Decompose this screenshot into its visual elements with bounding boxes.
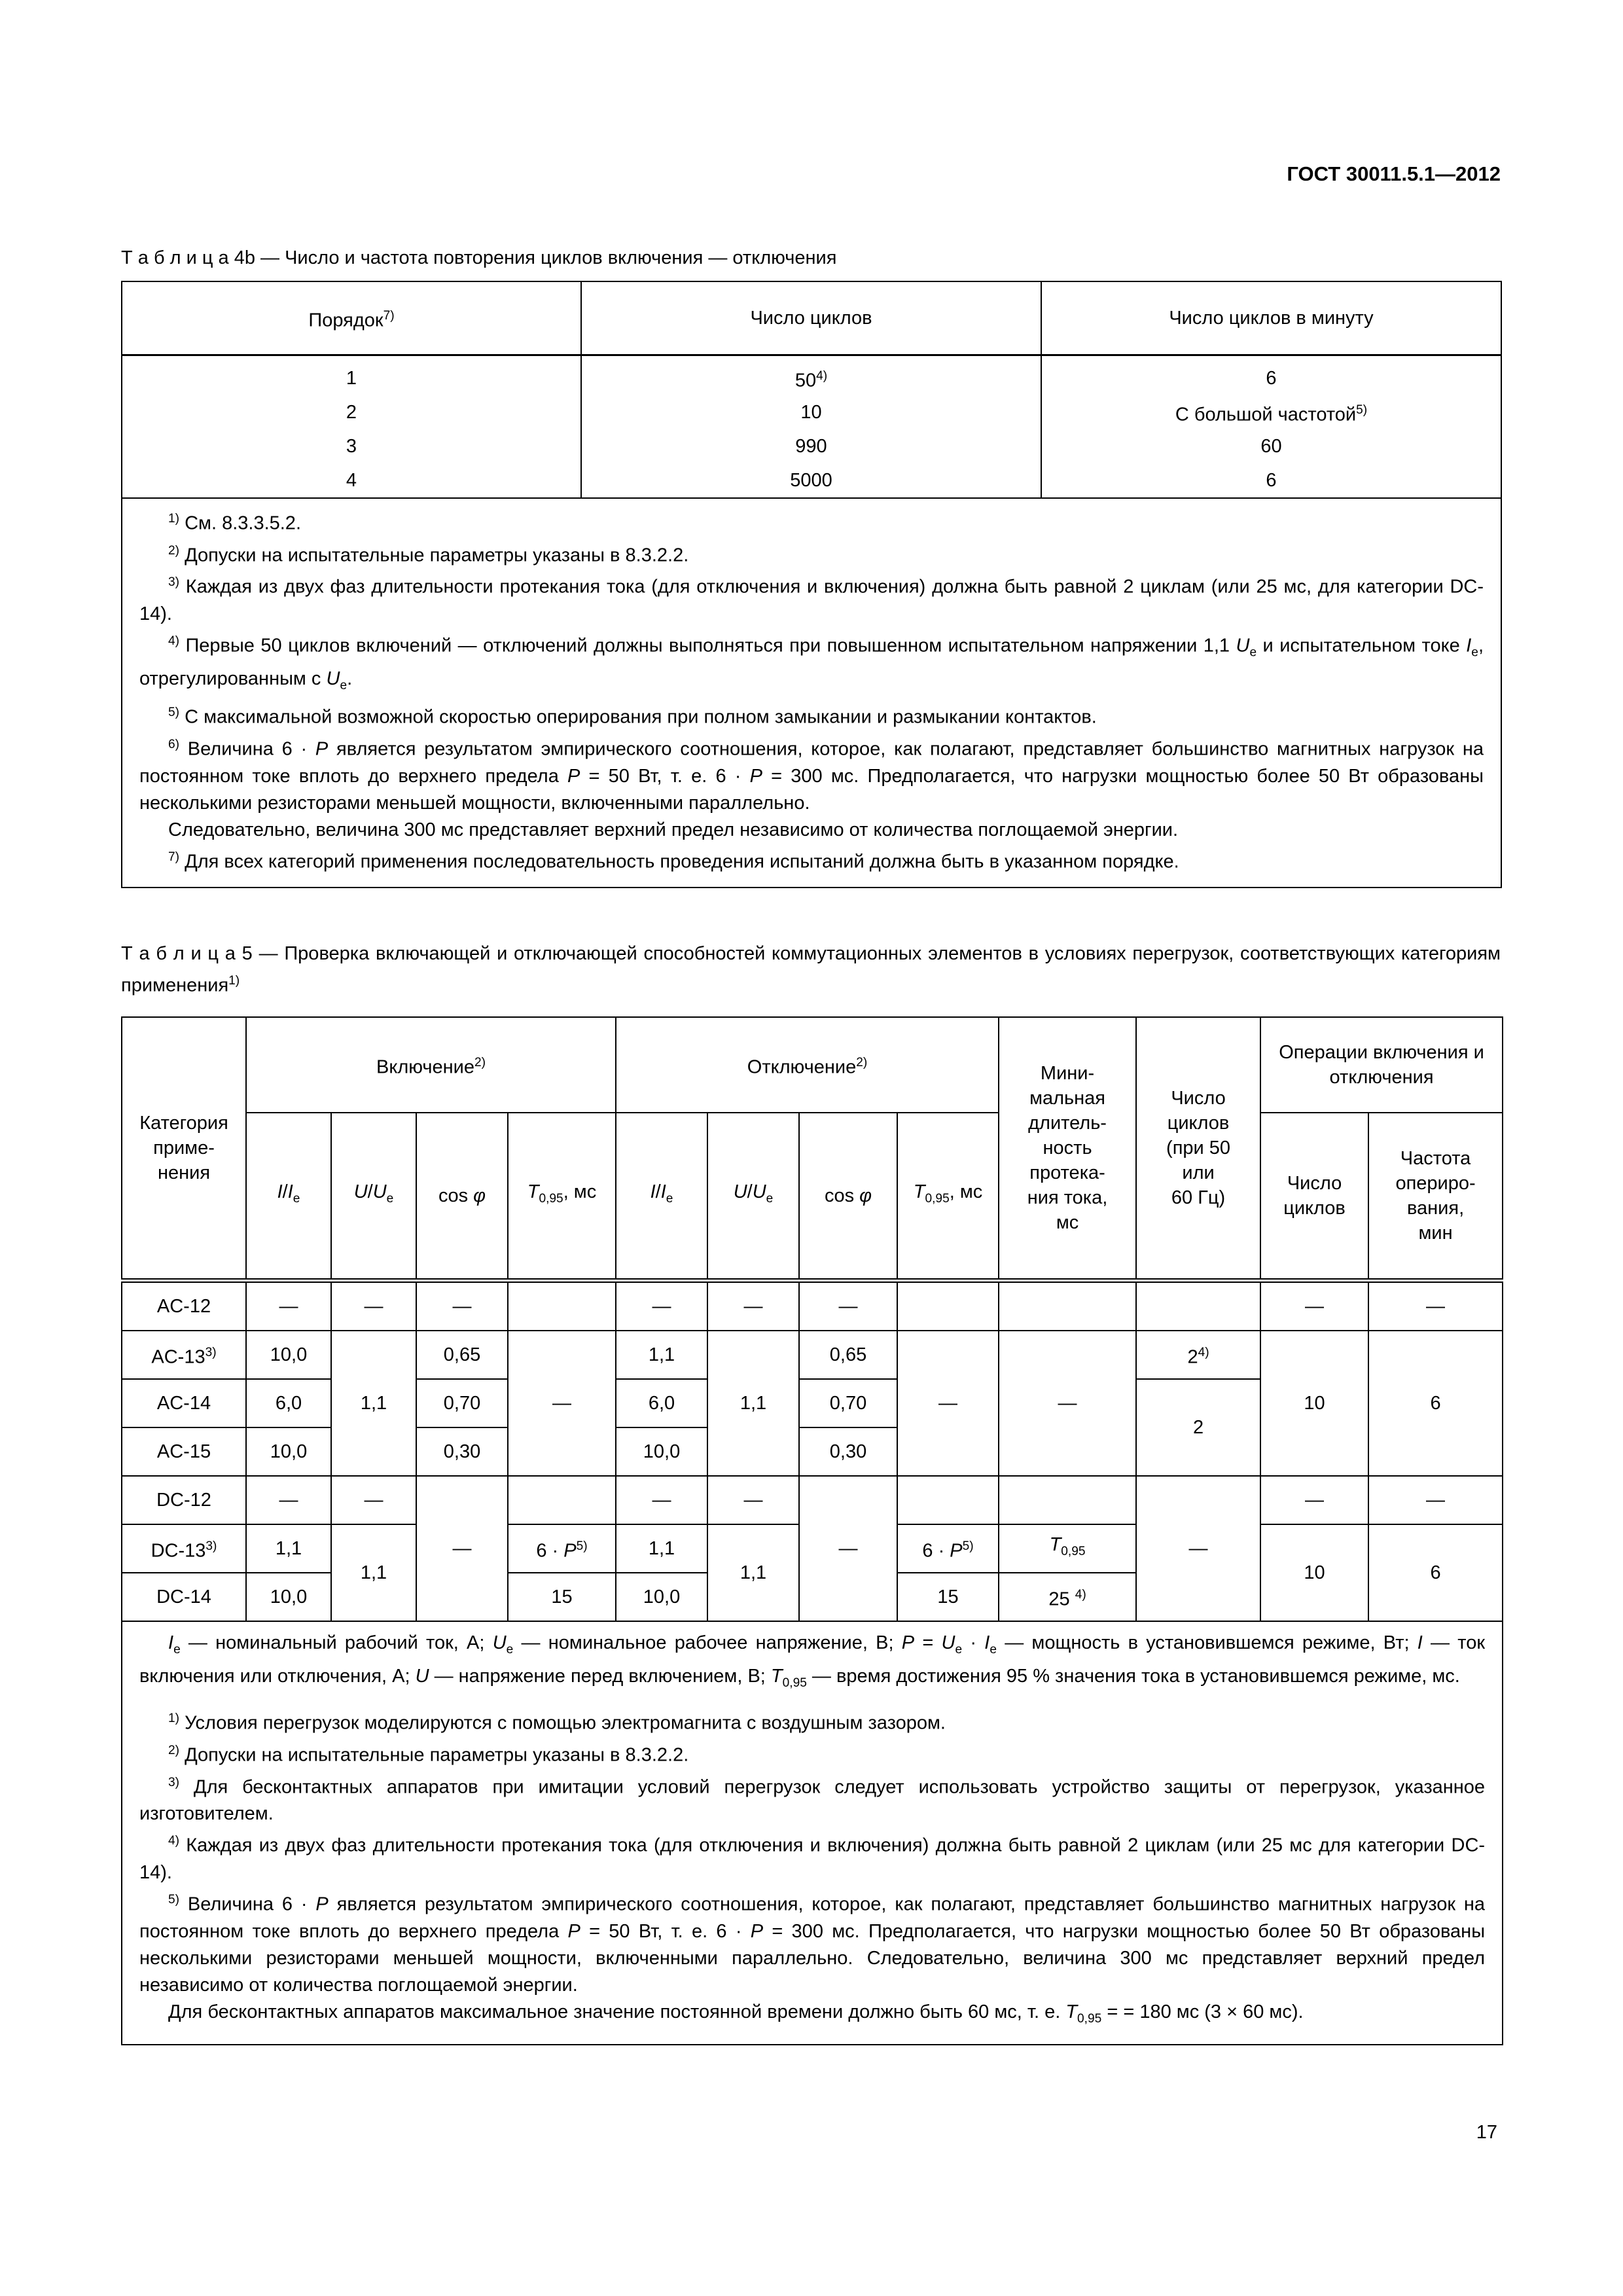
table-footnotes bbox=[122, 498, 1501, 888]
cell: $6 \cdot P^{5)}$ bbox=[508, 1524, 616, 1573]
cell: 0,70 bbox=[416, 1379, 508, 1427]
column-header-cycles-50-60: Число циклов (при 50 или 60 Гц) bbox=[1136, 1017, 1260, 1281]
cell: — bbox=[246, 1280, 331, 1331]
footnote: $^{4)}$ Первые 50 циклов включений — отключений должны выполняться при повышенном испытательном напряжении 1,1 $U_e$ и испытательном токе $I_e$, отрегулированным с $U_e$. bbox=[139, 634, 1484, 693]
footnote: $^{1)}$ См. 8.3.3.5.2. bbox=[168, 512, 301, 534]
cell: AC-12 bbox=[122, 1280, 246, 1331]
cell: DC-12 bbox=[122, 1476, 246, 1524]
column-header: $T_{0,95}$, мс bbox=[508, 1113, 616, 1281]
cell: — bbox=[616, 1280, 707, 1331]
cell: 10 bbox=[1260, 1524, 1368, 1621]
table-subheader-row bbox=[122, 1113, 1503, 1281]
cell: 0,70 bbox=[799, 1379, 897, 1427]
cell: 1,1 bbox=[246, 1524, 331, 1573]
column-header-operations: Операции включения и отключения bbox=[1260, 1017, 1503, 1113]
cell: 15 bbox=[897, 1573, 999, 1621]
cell: 10,0 bbox=[616, 1573, 707, 1621]
cell: 10,0 bbox=[246, 1573, 331, 1621]
footnote: $^{5)}$ Величина 6 · P является результатом эмпирического соотношения, которое, как полагают, представляет большинство магнитных нагрузок на постоянном токе вплоть до верхнего предела P = 50 Вт, т. е. 6 · P = 300 мс. Предполагается, что нагрузки мощностью более 50 Вт образованы несколькими резисторами меньшей мощности, включенными параллельно. Следовательно, величина 300 мс представляет верхний предел независимо от количества поглощаемой энергии. bbox=[139, 1893, 1486, 1996]
column-header: $I/I_e$ bbox=[616, 1113, 707, 1281]
table-5 bbox=[121, 1016, 1503, 2045]
cell: AC-14 bbox=[122, 1379, 246, 1427]
column-header: Порядок$^{7)}$ bbox=[122, 281, 581, 355]
footnote: $^{2)}$ Допуски на испытательные параметры указаны в 8.3.2.2. bbox=[168, 543, 689, 566]
cell-empty bbox=[1136, 1280, 1260, 1331]
cell-empty bbox=[999, 1280, 1136, 1331]
column-header: Число циклов в минуту bbox=[1041, 281, 1501, 355]
cell: 6,0 bbox=[246, 1379, 331, 1427]
table-footnotes bbox=[122, 1621, 1503, 2045]
cell: — bbox=[999, 1331, 1136, 1476]
cell: 3 bbox=[122, 429, 581, 463]
cell: 10 bbox=[581, 395, 1041, 429]
cell: 1,1 bbox=[616, 1524, 707, 1573]
cell: 6 bbox=[1368, 1524, 1503, 1621]
cell: — bbox=[707, 1280, 799, 1331]
table4b-caption: Т а б л и ц а 4b — Число и частота повторения циклов включения — отключения bbox=[121, 247, 837, 268]
table-row bbox=[122, 355, 1501, 396]
cell: 6,0 bbox=[616, 1379, 707, 1427]
table-row bbox=[122, 463, 1501, 498]
column-header: Число циклов bbox=[581, 281, 1041, 355]
column-header: cos φ bbox=[799, 1113, 897, 1281]
cell: 2 bbox=[1136, 1379, 1260, 1476]
cell: 15 bbox=[508, 1573, 616, 1621]
column-header: $I/I_e$ bbox=[246, 1113, 331, 1281]
cell: $T_{0,95}$ bbox=[999, 1524, 1136, 1573]
table-header-row bbox=[122, 1017, 1503, 1113]
page-content bbox=[121, 160, 1501, 2045]
table-header-row bbox=[122, 281, 1501, 355]
table-row bbox=[122, 1476, 1503, 1524]
cell: 4 bbox=[122, 463, 581, 498]
column-header: $U/U_e$ bbox=[331, 1113, 416, 1281]
cell: 1,1 bbox=[616, 1331, 707, 1379]
cell: — bbox=[331, 1476, 416, 1524]
cell: 6 bbox=[1368, 1331, 1503, 1476]
cell-empty bbox=[897, 1280, 999, 1331]
footnote: $^{6)}$ Величина 6 · P является результатом эмпирического соотношения, которое, как полагают, представляет большинство магнитных нагрузок на постоянном токе вплоть до верхнего предела P = 50 Вт, т. е. 6 · P = 300 мс. Предполагается, что нагрузки мощностью более 50 Вт образованы несколькими резисторами меньшей мощности, включенными параллельно. bbox=[139, 737, 1484, 814]
cell: — bbox=[799, 1280, 897, 1331]
cell: 0,65 bbox=[416, 1331, 508, 1379]
cell: 10,0 bbox=[246, 1427, 331, 1476]
cell: 1,1 bbox=[707, 1331, 799, 1476]
cell: 10 bbox=[1260, 1331, 1368, 1476]
cell: — bbox=[1368, 1476, 1503, 1524]
column-header-category: Категория приме- нения bbox=[122, 1017, 246, 1281]
table-row bbox=[122, 1280, 1503, 1331]
cell-empty bbox=[897, 1476, 999, 1524]
definitions-note: $I_e$ — номинальный рабочий ток, А; $U_e$ — номинальное рабочее напряжение, В; $P = U_e \cdot I_e$ — мощность в установившемся режиме, Вт; I — ток включения или отключения, А; U — напряжение перед включением, В; $T_{0,95}$ — время достижения 95 % значения тока в установившемся режиме, мс. bbox=[139, 1632, 1486, 1690]
column-header-making: Включение$^{2)}$ bbox=[246, 1017, 616, 1113]
footnote: $^{3)}$ Для бесконтактных аппаратов при имитации условий перегрузок следует использовать устройство защиты от перегрузок, указанное изготовителем. bbox=[139, 1775, 1486, 1825]
cell: DC-13$^{3)}$ bbox=[122, 1524, 246, 1573]
cell-empty bbox=[508, 1280, 616, 1331]
cell: — bbox=[1260, 1280, 1368, 1331]
column-header-breaking: Отключение$^{2)}$ bbox=[616, 1017, 999, 1113]
cell: — bbox=[799, 1476, 897, 1621]
cell-empty bbox=[999, 1476, 1136, 1524]
table-row bbox=[122, 429, 1501, 463]
cell: 10,0 bbox=[616, 1427, 707, 1476]
cell: 0,30 bbox=[799, 1427, 897, 1476]
cell: С большой частотой$^{5)}$ bbox=[1041, 395, 1501, 429]
cell: — bbox=[331, 1280, 416, 1331]
cell: 990 bbox=[581, 429, 1041, 463]
table-row bbox=[122, 1331, 1503, 1379]
cell: 10,0 bbox=[246, 1331, 331, 1379]
cell: 50$^{4)}$ bbox=[581, 355, 1041, 396]
cell: 0,65 bbox=[799, 1331, 897, 1379]
cell: $6 \cdot P^{5)}$ bbox=[897, 1524, 999, 1573]
column-header: $T_{0,95}$, мс bbox=[897, 1113, 999, 1281]
cell: — bbox=[508, 1331, 616, 1476]
document-code: ГОСТ 30011.5.1—2012 bbox=[1287, 162, 1501, 185]
table-4b bbox=[121, 281, 1502, 888]
table5-caption: Т а б л и ц а 5 — Проверка включающей и отключающей способностей коммутационных элементов в условиях перегрузок, соответствующих категориям применения$^{1)}$ bbox=[121, 943, 1501, 996]
cell-empty bbox=[508, 1476, 616, 1524]
footnote: $^{2)}$ Допуски на испытательные параметры указаны в 8.3.2.2. bbox=[168, 1744, 689, 1766]
cell: AC-13$^{3)}$ bbox=[122, 1331, 246, 1379]
cell: 1,1 bbox=[331, 1524, 416, 1621]
column-header: $U/U_e$ bbox=[707, 1113, 799, 1281]
cell: 6 bbox=[1041, 355, 1501, 396]
cell: — bbox=[707, 1476, 799, 1524]
table-footnotes-row bbox=[122, 498, 1501, 888]
final-note: Для бесконтактных аппаратов максимальное значение постоянной времени должно быть 60 мс, т. е. $T_{0,95}$ = = 180 мс (3 × 60 мс). bbox=[168, 2001, 1304, 2026]
footnote: Следовательно, величина 300 мс представляет верхний предел независимо от количества поглощаемой энергии. bbox=[168, 819, 1179, 840]
column-header-min-duration: Мини- мальная длитель- ность протека- ния тока, мс bbox=[999, 1017, 1136, 1281]
cell: — bbox=[246, 1476, 331, 1524]
column-header: Частота опериро- вания, мин bbox=[1368, 1113, 1503, 1281]
footnote: $^{4)}$ Каждая из двух фаз длительности протекания тока (для отключения и включения) должна быть равной 2 циклам (или 25 мс для категории DC-14). bbox=[139, 1834, 1486, 1884]
cell: 0,30 bbox=[416, 1427, 508, 1476]
cell: 1 bbox=[122, 355, 581, 396]
cell: 2 bbox=[122, 395, 581, 429]
cell: — bbox=[1260, 1476, 1368, 1524]
cell: 1,1 bbox=[707, 1524, 799, 1621]
cell: 25 $^{4)}$ bbox=[999, 1573, 1136, 1621]
cell: 1,1 bbox=[331, 1331, 416, 1476]
footnote: $^{7)}$ Для всех категорий применения последовательность проведения испытаний должна быть в указанном порядке. bbox=[168, 850, 1179, 872]
cell: 60 bbox=[1041, 429, 1501, 463]
column-header: Число циклов bbox=[1260, 1113, 1368, 1281]
table-row bbox=[122, 395, 1501, 429]
page-number: 17 bbox=[1476, 2122, 1497, 2143]
footnote: $^{3)}$ Каждая из двух фаз длительности протекания тока (для отключения и включения) должна быть равной 2 циклам (или 25 мс, для категории DC-14). bbox=[139, 575, 1484, 624]
table-footnotes-row bbox=[122, 1621, 1503, 2045]
cell: AC-15 bbox=[122, 1427, 246, 1476]
cell: 2$^{4)}$ bbox=[1136, 1331, 1260, 1379]
cell: 6 bbox=[1041, 463, 1501, 498]
cell: — bbox=[416, 1476, 508, 1621]
column-header: cos φ bbox=[416, 1113, 508, 1281]
cell: 5000 bbox=[581, 463, 1041, 498]
cell: — bbox=[1368, 1280, 1503, 1331]
footnote: $^{5)}$ С максимальной возможной скоростью оперирования при полном замыкании и размыкании контактов. bbox=[168, 706, 1097, 728]
cell: DC-14 bbox=[122, 1573, 246, 1621]
cell: — bbox=[416, 1280, 508, 1331]
cell: — bbox=[897, 1331, 999, 1476]
cell: — bbox=[1136, 1476, 1260, 1621]
cell: — bbox=[616, 1476, 707, 1524]
footnote: $^{1)}$ Условия перегрузок моделируются с помощью электромагнита с воздушным зазором. bbox=[168, 1712, 946, 1734]
